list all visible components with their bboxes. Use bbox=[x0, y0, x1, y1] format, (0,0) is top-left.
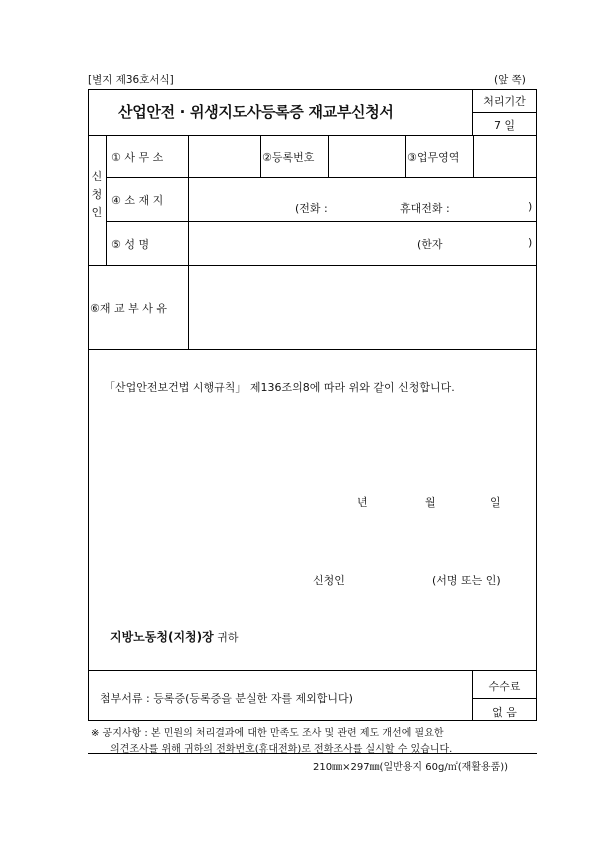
close-paren: ) bbox=[528, 200, 533, 213]
divider bbox=[88, 670, 537, 671]
attachment-note: 첨부서류 : 등록증(등록증을 분실한 자를 제외합니다) bbox=[100, 692, 353, 705]
date-day-label: 일 bbox=[490, 496, 501, 509]
address-label: ④ 소 재 지 bbox=[111, 194, 164, 207]
divider bbox=[88, 349, 537, 350]
reissue-reason-label: ⑥재 교 부 사 유 bbox=[90, 302, 167, 315]
mobile-phone-label: 휴대전화 : bbox=[400, 202, 450, 215]
name-field[interactable] bbox=[189, 222, 536, 264]
registration-number-label: ②등록번호 bbox=[262, 151, 315, 164]
addressee-office: 지방노동청(지청)장 bbox=[110, 630, 214, 644]
paper-spec-footer: 210㎜×297㎜(일반용지 60g/㎡(재활용품)) bbox=[313, 762, 509, 773]
processing-period-label: 처리기간 bbox=[483, 95, 526, 108]
office-field[interactable] bbox=[189, 136, 259, 176]
name-label: ⑤ 성 명 bbox=[111, 238, 150, 251]
applicant-signature-label: 신청인 bbox=[313, 574, 345, 587]
address-field[interactable] bbox=[189, 178, 536, 220]
close-paren: ) bbox=[528, 236, 533, 249]
divider bbox=[472, 112, 537, 113]
fee-label: 수수료 bbox=[488, 680, 521, 693]
divider bbox=[106, 135, 107, 265]
hanja-label: (한자 bbox=[417, 238, 443, 251]
phone-label: (전화 : bbox=[295, 202, 328, 215]
divider bbox=[260, 135, 261, 177]
divider bbox=[405, 135, 406, 177]
registration-number-field[interactable] bbox=[329, 136, 404, 176]
addressee-honorific: 귀하 bbox=[217, 631, 239, 644]
statement-text: 「산업안전보건법 시행규칙」 제136조의8에 따라 위와 같이 신청합니다. bbox=[104, 381, 455, 394]
fee-value: 없 음 bbox=[492, 706, 517, 719]
date-year-label: 년 bbox=[357, 496, 368, 509]
date-month-label: 월 bbox=[425, 496, 436, 509]
form-reference: [별지 제36호서식] bbox=[88, 74, 174, 86]
processing-period-value: 7 일 bbox=[493, 119, 516, 132]
divider bbox=[472, 698, 537, 699]
reissue-reason-field[interactable] bbox=[189, 266, 536, 348]
applicant-group-label: 신 청 인 bbox=[91, 170, 103, 219]
business-area-label: ③업무영역 bbox=[407, 151, 460, 164]
signature-or-seal-label: (서명 또는 인) bbox=[432, 574, 501, 587]
notice-line-1: ※ 공지사항 : 본 민원의 처리결과에 대한 만족도 조사 및 관련 제도 개선에 필요한 bbox=[91, 728, 444, 739]
office-label: ① 사 무 소 bbox=[111, 151, 164, 164]
notice-line-2: 의견조사를 위해 귀하의 전화번호(휴대전화)로 전화조사를 실시할 수 있습니다. bbox=[110, 744, 453, 755]
divider bbox=[88, 135, 537, 136]
page-side-label: (앞 쪽) bbox=[494, 74, 526, 86]
addressee bbox=[110, 628, 238, 645]
business-area-field[interactable] bbox=[474, 136, 536, 176]
divider bbox=[88, 753, 537, 754]
form-title: 산업안전 · 위생지도사등록증 재교부신청서 bbox=[118, 103, 394, 121]
